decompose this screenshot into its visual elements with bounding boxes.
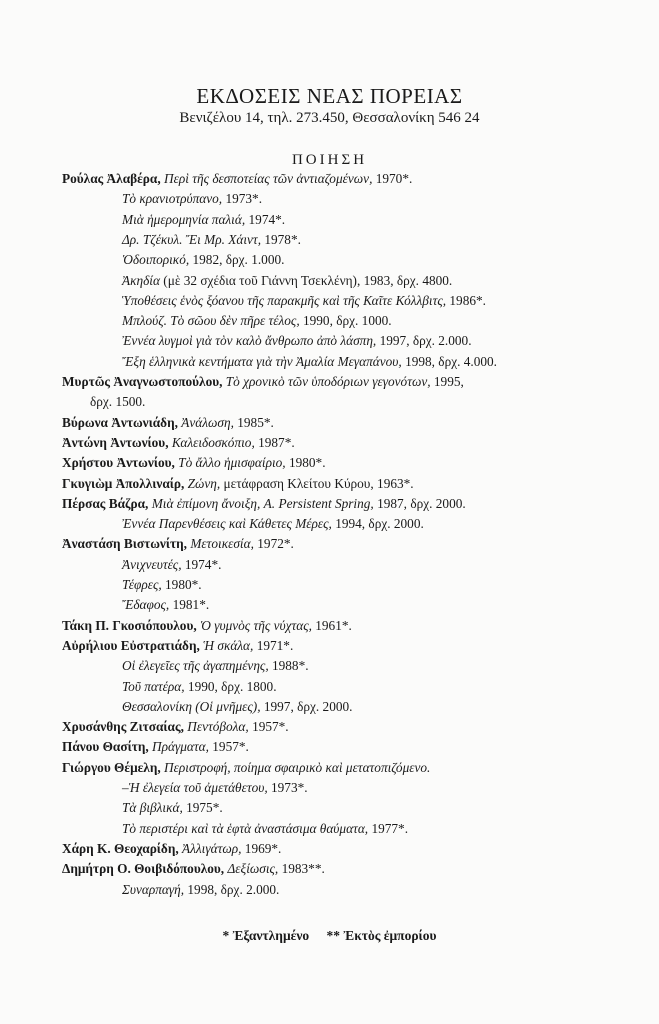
work-details: 1987, δρχ. 2000. bbox=[377, 495, 466, 511]
catalog-entry-work-line bbox=[122, 678, 277, 696]
work-title: Ὁδοιπορικό, bbox=[122, 252, 190, 268]
work-details: 1987*. bbox=[258, 434, 295, 450]
catalog-entry-author-line bbox=[62, 617, 352, 635]
catalog-entry-author-line bbox=[62, 637, 293, 655]
catalog-entry-author-line bbox=[62, 718, 289, 736]
work-title: Καλειδοσκόπιο, bbox=[171, 434, 255, 450]
author-name: Γκυγιὼμ Ἀπολλιναίρ, bbox=[62, 475, 185, 491]
catalog-entry-author-line bbox=[62, 495, 466, 513]
catalog-entry-work-line bbox=[122, 881, 279, 899]
work-details: 1971*. bbox=[256, 637, 294, 653]
work-title: Ἔδαφος, bbox=[122, 597, 170, 613]
author-name: Χάρη Κ. Θεοχαρίδη, bbox=[62, 840, 179, 856]
work-details: 1961*. bbox=[315, 617, 352, 633]
work-title: Πεντόβολα, bbox=[187, 719, 249, 735]
work-details: 1970*. bbox=[375, 171, 413, 186]
work-title: Ὁ γυμνὸς τῆς νύχτας, bbox=[200, 617, 312, 633]
catalog-entry-author-line bbox=[62, 475, 414, 493]
work-title: Τὸ περιστέρι καὶ τὰ ἑφτὰ ἀναστάσιμα θαύματα, bbox=[122, 820, 369, 836]
work-details: 1975*. bbox=[186, 800, 223, 816]
catalog-entry-work-line bbox=[122, 576, 202, 594]
catalog-entry-work-line bbox=[122, 231, 301, 249]
footnote-legend bbox=[0, 928, 659, 944]
work-title: Ἐννέα Παρενθέσεις καὶ Κάθετες Μέρες, bbox=[122, 516, 332, 532]
catalog-entry-author-line bbox=[62, 454, 326, 472]
work-details: 1995, bbox=[433, 374, 464, 389]
catalog-entry-work-line bbox=[122, 799, 223, 817]
catalog-entry-author-line bbox=[62, 840, 281, 858]
work-details: 1969*. bbox=[244, 840, 282, 856]
work-details: 1972*. bbox=[257, 536, 294, 552]
author-name: Δημήτρη Ο. Θοιβιδόπουλου, bbox=[62, 861, 225, 877]
footnote-not-for-sale: ** Ἐκτὸς ἐμπορίου bbox=[326, 928, 437, 943]
author-name: Χρυσάνθης Ζιτσαίας, bbox=[62, 719, 184, 735]
author-name: Χρήστου Ἀντωνίου, bbox=[62, 455, 175, 471]
catalog-entry-work-line bbox=[122, 596, 209, 614]
author-name: Τάκη Π. Γκοσιόπουλου, bbox=[62, 617, 197, 633]
work-details: 1982, δρχ. 1.000. bbox=[192, 252, 285, 268]
work-title: Πράγματα, bbox=[152, 739, 209, 755]
author-name: Αὐρήλιου Εὐστρατιάδη, bbox=[62, 637, 200, 653]
work-title: Ἡ σκάλα, bbox=[203, 637, 254, 653]
author-name: Βύρωνα Ἀντωνιάδη, bbox=[62, 414, 178, 430]
work-details: 1980*. bbox=[288, 455, 326, 471]
work-details: (μὲ 32 σχέδια τοῦ Γιάννη Τσεκλένη), 1983, δρχ. 4800. bbox=[163, 272, 453, 288]
work-title: Τὰ βιβλικά, bbox=[122, 800, 183, 816]
work-title: Τὸ χρονικὸ τῶν ὑποδόριων γεγονότων, bbox=[225, 374, 431, 389]
work-title: Ἀλλιγάτωρ, bbox=[182, 840, 242, 856]
section-title: ΠΟΙΗΣΗ bbox=[291, 152, 368, 168]
work-title: Μετοικεσία, bbox=[190, 536, 254, 552]
work-title: Ζώνη, bbox=[187, 475, 221, 491]
work-title: Περὶ τῆς δεσποτείας τῶν ἀντιαζομένων, bbox=[164, 171, 373, 186]
work-details: 1994, δρχ. 2000. bbox=[335, 516, 424, 532]
work-title: Τὸ ἄλλο ἡμισφαίριο, bbox=[178, 455, 286, 471]
work-details: 1980*. bbox=[165, 577, 202, 592]
work-title: Ἀκηδία bbox=[122, 272, 160, 288]
work-details: 1998, δρχ. 4.000. bbox=[405, 353, 497, 369]
work-title: Ἀνάλωση, bbox=[181, 414, 234, 430]
catalog-entry-work-line bbox=[122, 556, 221, 574]
work-title: Τὸ κρανιοτρύπανο, bbox=[122, 191, 223, 207]
work-title: Ἔξη ἑλληνικὰ κεντήματα γιὰ τὴν Ἀμαλία Μεγαπάνου, bbox=[122, 353, 402, 369]
work-title: Δεξίωσις, bbox=[227, 861, 279, 877]
footnote-out-of-print: * Ἐξαντλημένο bbox=[222, 928, 310, 943]
catalog-entry-work-line bbox=[122, 820, 408, 838]
work-title: Τοῦ πατέρα, bbox=[122, 678, 185, 694]
catalog-entry-author-line bbox=[62, 738, 249, 756]
catalog-entry-work-line bbox=[122, 312, 392, 330]
catalog-entry-work-line bbox=[122, 292, 486, 310]
work-details: 1998, δρχ. 2.000. bbox=[187, 881, 280, 897]
work-details: 1957*. bbox=[252, 719, 289, 735]
author-name: Πάνου Θασίτη, bbox=[62, 739, 149, 755]
catalog-entry-work-line bbox=[122, 251, 284, 269]
work-details: 1977*. bbox=[371, 820, 409, 836]
catalog-entry-work-line bbox=[122, 190, 262, 208]
author-name: Ἀντώνη Ἀντωνίου, bbox=[62, 434, 169, 450]
catalog-entry-work-line bbox=[122, 332, 472, 350]
work-details: 1974*. bbox=[184, 556, 222, 572]
catalog-entry-work-line bbox=[122, 698, 352, 716]
catalog-entry-author-line bbox=[62, 434, 295, 452]
catalog-entry-work-line bbox=[122, 272, 452, 290]
work-details: 1990, δρχ. 1000. bbox=[302, 313, 392, 329]
work-title: Τέφρες, bbox=[122, 577, 162, 592]
catalog-entry-work-line bbox=[122, 353, 497, 371]
catalog-entry-work-line bbox=[122, 211, 285, 229]
work-details: 1983**. bbox=[281, 861, 325, 877]
work-details: δρχ. 1500. bbox=[90, 394, 146, 410]
author-name: Πέρσας Βάζρα, bbox=[62, 495, 149, 511]
work-title: Ἐννέα λυγμοὶ γιὰ τὸν καλὸ ἄνθρωπο ἀπὸ λάσπη, bbox=[122, 333, 377, 349]
catalog-entry-author-line bbox=[62, 535, 294, 553]
catalog-entry-author-line bbox=[62, 860, 325, 878]
work-title: –Ἡ ἐλεγεία τοῦ ἀμετάθετου, bbox=[122, 780, 268, 795]
catalog-entry-work-line bbox=[90, 393, 145, 411]
work-details: 1997, δρχ. 2.000. bbox=[379, 333, 472, 349]
work-details: 1997, δρχ. 2000. bbox=[263, 698, 353, 714]
catalog-entry-author-line bbox=[62, 759, 430, 777]
work-details: 1973*. bbox=[271, 780, 308, 795]
work-title: Θεσσαλονίκη (Οἱ μνῆμες), bbox=[122, 698, 261, 714]
work-title: Μπλούζ. Τὸ σῶου δὲν πῆρε τέλος, bbox=[122, 313, 300, 329]
work-title: Ἀνιχνευτές, bbox=[122, 556, 182, 572]
work-details: 1988*. bbox=[271, 658, 309, 674]
catalog-entry-work-line bbox=[122, 779, 308, 797]
author-name: Μυρτῶς Ἀναγνωστοπούλου, bbox=[62, 374, 223, 389]
work-title: Περιστροφή, ποίημα σφαιρικὸ καὶ μετατοπιζόμενο. bbox=[164, 759, 431, 775]
work-details: 1990, δρχ. 1800. bbox=[187, 678, 277, 694]
work-details: 1981*. bbox=[172, 597, 210, 613]
catalog-entry-author-line bbox=[62, 373, 464, 391]
author-name: Γιώργου Θέμελη, bbox=[62, 759, 161, 775]
publisher-name: ΕΚΔΟΣΕΙΣ ΝΕΑΣ ΠΟΡΕΙΑΣ bbox=[196, 84, 463, 108]
work-title: Ὑποθέσεις ἑνὸς ξόανου τῆς παρακμῆς καὶ τῆς Καῖτε Κόλλβιτς, bbox=[122, 292, 447, 308]
publisher-address: Βενιζέλου 14, τηλ. 273.450, Θεσσαλονίκη 546 24 bbox=[179, 110, 480, 126]
catalog-entry-author-line bbox=[62, 170, 412, 188]
catalog-entry-author-line bbox=[62, 414, 274, 432]
work-details: 1986*. bbox=[449, 292, 486, 308]
work-details: 1985*. bbox=[237, 414, 274, 430]
author-name: Ἀναστάση Βιστωνίτη, bbox=[62, 536, 187, 552]
work-title: Δρ. Τζέκυλ. Ἔι Μρ. Χάιντ, bbox=[122, 231, 262, 247]
work-details: 1974*. bbox=[248, 211, 286, 227]
catalog-entry-work-line bbox=[122, 515, 424, 533]
work-details: 1978*. bbox=[264, 231, 301, 247]
work-title: Οἱ ἐλεγεῖες τῆς ἀγαπημένης, bbox=[122, 658, 269, 674]
work-details: 1973*. bbox=[225, 191, 263, 207]
catalog-entry-work-line bbox=[122, 657, 309, 675]
work-title: Μιὰ ἡμερομηνία παλιά, bbox=[122, 211, 246, 227]
author-name: Ρούλας Ἀλαβέρα, bbox=[62, 171, 161, 186]
work-details: μετάφραση Κλείτου Κύρου, 1963*. bbox=[223, 475, 414, 491]
work-details: 1957*. bbox=[212, 739, 249, 755]
work-title: Συναρπαγή, bbox=[122, 881, 185, 897]
work-title: Μιὰ ἐπίμονη ἄνοιξη, A. Persistent Spring, bbox=[151, 495, 374, 511]
